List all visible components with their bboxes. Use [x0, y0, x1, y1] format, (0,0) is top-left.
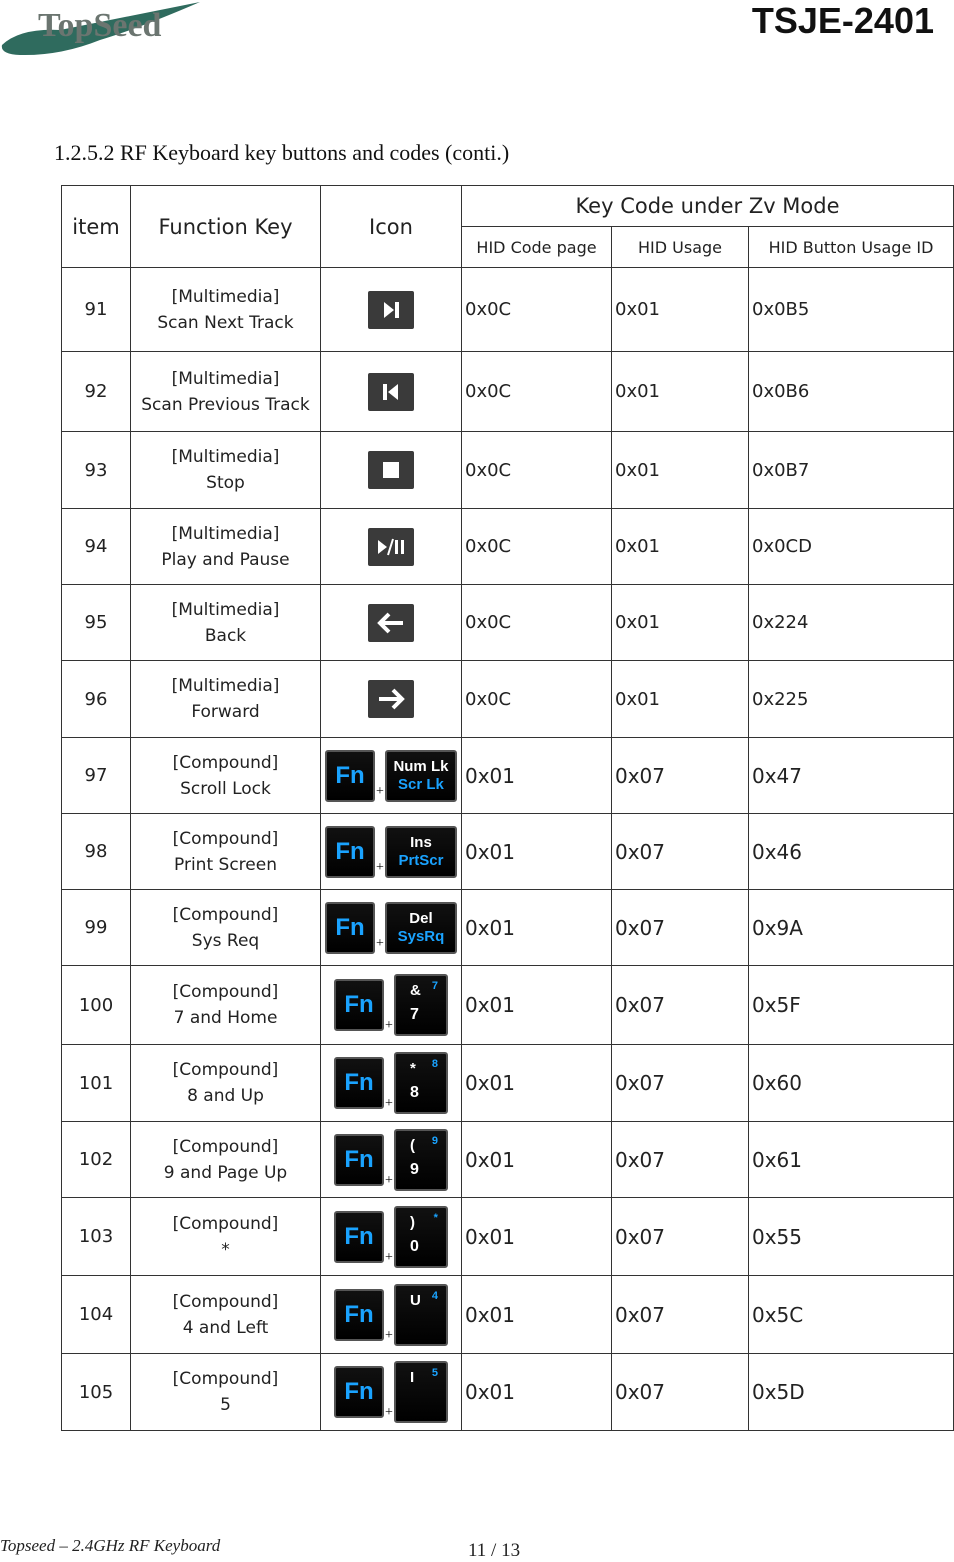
function-name: 7 and Home — [173, 1008, 278, 1028]
back-arrow-icon — [368, 604, 414, 642]
hid-code-page-value: 0x01 — [462, 1354, 612, 1431]
icon-cell — [321, 1045, 462, 1122]
key-combo — [321, 1284, 461, 1346]
key-bottom-label: PrtScr — [398, 851, 444, 869]
table-row — [62, 1276, 954, 1354]
key-top-label: Ins — [410, 833, 432, 851]
item-number: 100 — [62, 966, 131, 1045]
function-category: [Compound] — [172, 1060, 279, 1080]
function-key-cell — [131, 1122, 321, 1198]
header-hid-code-page: HID Code page — [462, 227, 612, 268]
function-key-cell — [131, 738, 321, 814]
table-row — [62, 1354, 954, 1431]
numeric-key — [394, 1361, 448, 1423]
function-name: 5 — [220, 1395, 231, 1415]
plus-sign: + — [385, 1172, 393, 1188]
footer-page-number: 11 / 13 — [468, 1540, 521, 1561]
item-number: 101 — [62, 1045, 131, 1122]
hid-code-page-value: 0x0C — [462, 268, 612, 352]
forward-arrow-icon — [368, 680, 414, 718]
hid-usage-value: 0x07 — [612, 1122, 749, 1198]
plus-sign: + — [376, 859, 384, 875]
hid-usage-value: 0x07 — [612, 1276, 749, 1354]
key-top-right-label: 7 — [431, 980, 438, 992]
key-top-left-label: I — [409, 1369, 415, 1386]
hid-button-usage-id-value: 0x5D — [749, 1354, 954, 1431]
fn-key: Fn — [325, 826, 375, 878]
function-name: Play and Pause — [161, 549, 290, 570]
key-combo — [321, 826, 461, 878]
hid-code-page-value: 0x01 — [462, 1045, 612, 1122]
hid-usage-value: 0x01 — [612, 661, 749, 738]
function-category: [Compound] — [172, 828, 279, 849]
hid-usage-value: 0x01 — [612, 352, 749, 432]
function-category: [Compound] — [172, 1213, 279, 1234]
item-number: 104 — [62, 1276, 131, 1354]
item-number: 99 — [62, 890, 131, 966]
table-row — [62, 1198, 954, 1276]
hid-button-usage-id-value: 0x0B7 — [749, 432, 954, 509]
hid-button-usage-id-value: 0x61 — [749, 1122, 954, 1198]
combo-key — [385, 902, 457, 954]
icon-cell — [321, 966, 462, 1045]
fn-key: Fn — [334, 1366, 384, 1418]
function-key-cell — [131, 432, 321, 509]
hid-usage-value: 0x07 — [612, 1198, 749, 1276]
icon-cell — [321, 352, 462, 432]
hid-usage-value: 0x07 — [612, 890, 749, 966]
logo-text: TopSeed — [38, 7, 162, 44]
function-key-cell — [131, 268, 321, 352]
key-top-right-label: 8 — [431, 1058, 438, 1070]
hid-button-usage-id-value: 0x55 — [749, 1198, 954, 1276]
table-row — [62, 890, 954, 966]
key-top-right-label: 9 — [431, 1134, 438, 1147]
key-combo — [321, 750, 461, 802]
hid-usage-value: 0x07 — [612, 966, 749, 1045]
hid-button-usage-id-value: 0x0B6 — [749, 352, 954, 432]
fn-key: Fn — [325, 902, 375, 954]
next-track-icon — [368, 291, 414, 329]
icon-cell — [321, 1354, 462, 1431]
play-pause-icon — [368, 528, 414, 566]
item-number: 98 — [62, 814, 131, 890]
table-row — [62, 509, 954, 585]
numeric-key — [394, 1206, 448, 1268]
fn-key: Fn — [334, 1134, 384, 1186]
hid-button-usage-id-value: 0x5F — [749, 966, 954, 1045]
hid-usage-value: 0x07 — [612, 1045, 749, 1122]
hid-code-page-value: 0x01 — [462, 1276, 612, 1354]
hid-button-usage-id-value: 0x47 — [749, 738, 954, 814]
function-key-cell — [131, 814, 321, 890]
hid-code-page-value: 0x01 — [462, 1122, 612, 1198]
key-top-right-label: * — [433, 1211, 438, 1224]
function-category: [Compound] — [172, 904, 279, 925]
header-function-key: Function Key — [131, 186, 321, 268]
table-row — [62, 432, 954, 509]
function-key-cell — [131, 585, 321, 661]
header-key-code-group: Key Code under Zv Mode — [462, 186, 954, 227]
topseed-logo — [0, 0, 205, 60]
function-category: [Multimedia] — [171, 676, 280, 696]
hid-code-page-value: 0x01 — [462, 1198, 612, 1276]
table-row — [62, 1045, 954, 1122]
plus-sign: + — [376, 935, 384, 951]
hid-usage-value: 0x07 — [612, 814, 749, 890]
function-category: [Compound] — [172, 1136, 279, 1157]
icon-cell — [321, 890, 462, 966]
function-key-cell — [131, 890, 321, 966]
key-bottom-left-label: 9 — [409, 1160, 419, 1178]
combo-key — [385, 826, 457, 878]
plus-sign: + — [376, 783, 384, 799]
function-name: Scroll Lock — [180, 778, 271, 799]
hid-usage-value: 0x01 — [612, 432, 749, 509]
function-name: Scan Next Track — [157, 312, 294, 333]
key-combo — [321, 1129, 461, 1191]
numeric-key — [394, 1052, 448, 1114]
function-name: 4 and Left — [182, 1317, 269, 1338]
function-category: [Compound] — [172, 1369, 279, 1389]
function-key-cell — [131, 352, 321, 432]
item-number: 105 — [62, 1354, 131, 1431]
key-top-right-label: 5 — [431, 1367, 438, 1379]
key-top-left-label: & — [409, 982, 421, 999]
function-name: Back — [204, 625, 247, 646]
function-category: [Multimedia] — [171, 523, 280, 544]
item-number: 93 — [62, 432, 131, 509]
plus-sign: + — [385, 1249, 393, 1265]
plus-sign: + — [385, 1405, 393, 1420]
key-combo — [321, 1052, 461, 1114]
function-key-cell — [131, 661, 321, 738]
numeric-key — [394, 1129, 448, 1191]
function-category: [Multimedia] — [171, 447, 280, 467]
key-top-left-label: ) — [409, 1213, 415, 1231]
fn-key: Fn — [334, 1211, 384, 1263]
item-number: 96 — [62, 661, 131, 738]
table-row — [62, 268, 954, 352]
header-icon: Icon — [321, 186, 462, 268]
hid-button-usage-id-value: 0x224 — [749, 585, 954, 661]
icon-cell — [321, 1276, 462, 1354]
hid-button-usage-id-value: 0x60 — [749, 1045, 954, 1122]
hid-code-page-value: 0x0C — [462, 585, 612, 661]
hid-button-usage-id-value: 0x0CD — [749, 509, 954, 585]
function-key-cell — [131, 966, 321, 1045]
table-row — [62, 661, 954, 738]
item-number: 91 — [62, 268, 131, 352]
table-row — [62, 966, 954, 1045]
item-number: 95 — [62, 585, 131, 661]
hid-code-page-value: 0x0C — [462, 509, 612, 585]
icon-cell — [321, 585, 462, 661]
function-name: Stop — [206, 473, 245, 493]
key-top-left-label: * — [409, 1060, 416, 1077]
table-row — [62, 585, 954, 661]
function-name: Print Screen — [174, 854, 277, 875]
table-row — [62, 352, 954, 432]
key-top-label: Del — [409, 909, 433, 927]
hid-code-page-value: 0x01 — [462, 814, 612, 890]
fn-key: Fn — [334, 1057, 384, 1109]
fn-key: Fn — [334, 1289, 384, 1341]
item-number: 103 — [62, 1198, 131, 1276]
function-name: Scan Previous Track — [141, 394, 310, 415]
function-key-cell — [131, 1276, 321, 1354]
table-row — [62, 1122, 954, 1198]
key-combo — [321, 1206, 461, 1268]
icon-cell — [321, 432, 462, 509]
hid-button-usage-id-value: 0x225 — [749, 661, 954, 738]
key-combo — [321, 1361, 461, 1423]
hid-code-page-value: 0x01 — [462, 738, 612, 814]
table-row — [62, 738, 954, 814]
item-number: 92 — [62, 352, 131, 432]
icon-cell — [321, 814, 462, 890]
function-key-cell — [131, 1354, 321, 1431]
hid-code-page-value: 0x0C — [462, 432, 612, 509]
footer-product: Topseed – 2.4GHz RF Keyboard — [0, 1536, 221, 1555]
hid-code-page-value: 0x0C — [462, 352, 612, 432]
function-category: [Compound] — [172, 982, 279, 1002]
icon-cell — [321, 1198, 462, 1276]
plus-sign: + — [385, 1327, 393, 1343]
function-key-cell — [131, 1198, 321, 1276]
fn-key: Fn — [325, 750, 375, 802]
key-bottom-left-label: 0 — [409, 1237, 419, 1255]
hid-usage-value: 0x01 — [612, 509, 749, 585]
key-combo — [321, 902, 461, 954]
hid-button-usage-id-value: 0x9A — [749, 890, 954, 966]
key-top-left-label: U — [409, 1291, 421, 1309]
combo-key — [385, 750, 457, 802]
icon-cell — [321, 509, 462, 585]
key-code-table — [61, 185, 954, 1431]
function-name: Sys Req — [191, 930, 260, 951]
document-id: TSJE-2401 — [751, 0, 934, 41]
key-bottom-label: SysRq — [397, 927, 445, 945]
key-combo — [321, 974, 461, 1036]
icon-cell — [321, 738, 462, 814]
key-bottom-left-label: 7 — [409, 1006, 419, 1023]
hid-usage-value: 0x07 — [612, 738, 749, 814]
function-category: [Multimedia] — [171, 599, 280, 620]
key-top-right-label: 4 — [431, 1289, 438, 1302]
function-category: [Multimedia] — [171, 368, 280, 389]
function-name: Forward — [191, 702, 260, 722]
hid-usage-value: 0x01 — [612, 585, 749, 661]
icon-cell — [321, 268, 462, 352]
key-top-left-label: ( — [409, 1136, 415, 1154]
hid-code-page-value: 0x0C — [462, 661, 612, 738]
function-name: 8 and Up — [187, 1086, 264, 1106]
previous-track-icon — [368, 373, 414, 411]
plus-sign: + — [385, 1018, 393, 1033]
key-top-label: Num Lk — [393, 757, 449, 775]
hid-button-usage-id-value: 0x0B5 — [749, 268, 954, 352]
hid-code-page-value: 0x01 — [462, 966, 612, 1045]
hid-button-usage-id-value: 0x5C — [749, 1276, 954, 1354]
hid-code-page-value: 0x01 — [462, 890, 612, 966]
item-number: 94 — [62, 509, 131, 585]
hid-usage-value: 0x07 — [612, 1354, 749, 1431]
function-category: [Multimedia] — [171, 286, 280, 307]
stop-icon — [368, 451, 414, 489]
numeric-key — [394, 1284, 448, 1346]
header-hid-button-usage-id: HID Button Usage ID — [749, 227, 954, 268]
table-row — [62, 814, 954, 890]
function-key-cell — [131, 509, 321, 585]
key-bottom-label: Scr Lk — [398, 775, 444, 793]
icon-cell — [321, 661, 462, 738]
function-name: * — [221, 1239, 230, 1260]
plus-sign: + — [385, 1096, 393, 1111]
function-name: 9 and Page Up — [163, 1162, 288, 1183]
hid-button-usage-id-value: 0x46 — [749, 814, 954, 890]
header-hid-usage: HID Usage — [612, 227, 749, 268]
hid-usage-value: 0x01 — [612, 268, 749, 352]
section-title: 1.2.5.2 RF Keyboard key buttons and codes (conti.) — [54, 140, 510, 165]
function-category: [Compound] — [172, 1291, 279, 1312]
numeric-key — [394, 974, 448, 1036]
icon-cell — [321, 1122, 462, 1198]
item-number: 102 — [62, 1122, 131, 1198]
function-key-cell — [131, 1045, 321, 1122]
key-bottom-left-label: 8 — [409, 1084, 419, 1101]
item-number: 97 — [62, 738, 131, 814]
fn-key: Fn — [334, 979, 384, 1031]
header-item: item — [62, 186, 131, 268]
function-category: [Compound] — [172, 752, 279, 773]
